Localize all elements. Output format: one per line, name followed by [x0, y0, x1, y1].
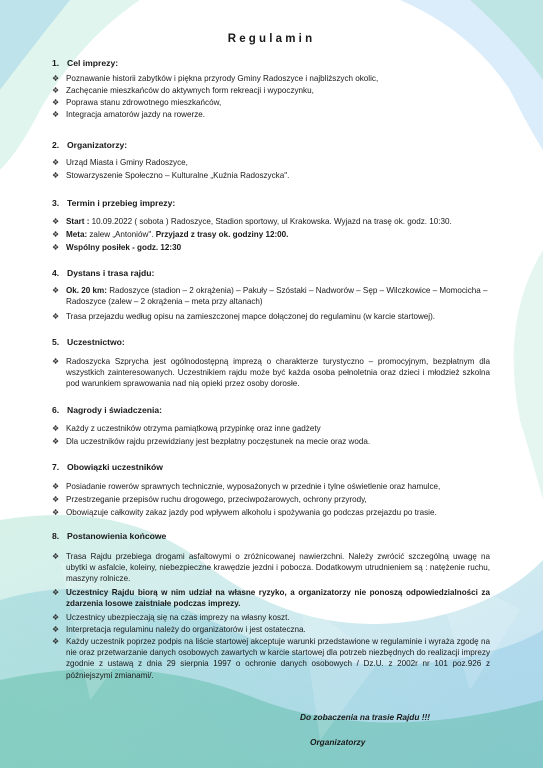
diamond-bullet-icon: ❖: [52, 424, 60, 433]
list-item: ❖ Przestrzeganie przepisów ruchu drogowego, przeciwpożarowych, ochrony przyrody,: [52, 495, 367, 504]
list-item: ❖ Integracja amatorów jazdy na rowerze.: [52, 110, 206, 119]
diamond-bullet-icon: ❖: [52, 508, 60, 517]
diamond-bullet-icon: ❖: [52, 613, 60, 622]
list-item: ❖ Trasa Rajdu przebiega drogami asfaltowymi o zróżnicowanej nawierzchni. Należy zwrócić szczególną uwagę na ubytki w asfalcie, koleiny, niebezpieczne krawędzie jezdni i pobocza. Dodatkowym utrudnieniem są : natężenie ruchu, maszyny rolnicze.: [52, 552, 490, 584]
section-heading-organizers: 2. Organizatorzy:: [52, 140, 128, 150]
section-heading-awards: 6. Nagrody i świadczenia:: [52, 405, 163, 415]
diamond-bullet-icon: ❖: [52, 243, 60, 252]
diamond-bullet-icon: ❖: [52, 158, 60, 167]
list-item: ❖ Poznawanie historii zabytków i piękna przyrody Gminy Radoszyce i najbliższych okolic,: [52, 74, 379, 83]
section-heading-goal: 1. Cel imprezy:: [52, 58, 119, 68]
list-item: ❖ Urząd Miasta i Gminy Radoszyce,: [52, 158, 188, 167]
list-item: ❖ Posiadanie rowerów sprawnych technicznie, wyposażonych w przednie i tylne oświetlenie oraz hamulce,: [52, 482, 441, 491]
section-heading-route: 4. Dystans i trasa rajdu:: [52, 268, 155, 278]
list-item: ❖ Obowiązuje całkowity zakaz jazdy pod wpływem alkoholu i spożywania go podczas przejazdu po trasie.: [52, 508, 437, 517]
diamond-bullet-icon: ❖: [52, 217, 60, 226]
diamond-bullet-icon: ❖: [52, 98, 60, 107]
list-item: ❖ Zachęcanie mieszkańców do aktywnych form rekreacji i wypoczynku,: [52, 86, 314, 95]
list-item: ❖ Wspólny posiłek - godz. 12:30: [52, 243, 182, 252]
diamond-bullet-icon: ❖: [52, 482, 60, 491]
list-item: ❖ Każdy uczestnik poprzez podpis na liście startowej akceptuje warunki przedstawione w regulaminie i wyraża zgodę na nie oraz przetwarzanie danych osobowych zawartych w karcie startowej dla potrzeb niezbędnych do realizacji imprezy zgodnie z ustawą z dnia 29 sierpnia 1997 o ochronie danych osobowych / Dz.U. z 2002r nr 101 poz.926 z późniejszymi zmianami/.: [52, 637, 490, 680]
diamond-bullet-icon: ❖: [52, 110, 60, 119]
diamond-bullet-icon: ❖: [52, 312, 60, 321]
diamond-bullet-icon: ❖: [52, 437, 60, 446]
list-item: ❖ Meta: zalew „Antoniów". Przyjazd z trasy ok. godziny 12:00.: [52, 230, 289, 239]
list-item: ❖ Dla uczestników rajdu przewidziany jest bezpłatny poczęstunek na mecie oraz woda.: [52, 437, 371, 446]
list-item: ❖ Start : 10.09.2022 ( sobota ) Radoszyce, Stadion sportowy, ul Krakowska. Wyjazd na trasę ok. godz. 10:30.: [52, 217, 452, 226]
diamond-bullet-icon: ❖: [52, 588, 60, 597]
document-title: Regulamin: [227, 33, 316, 45]
list-item: ❖ Uczestnicy Rajdu biorą w nim udział na własne ryzyko, a organizatorzy nie ponoszą odpowiedzialności za zdarzenia losowe zaistniałe podczas imprezy.: [52, 588, 490, 609]
list-item: ❖ Każdy z uczestników otrzyma pamiątkową przypinkę oraz inne gadżety: [52, 424, 321, 433]
list-item: ❖ Trasa przejazdu według opisu na zamieszczonej mapce dołączonej do regulaminu (w karcie startowej).: [52, 312, 436, 321]
closing-signature: Organizatorzy: [310, 737, 366, 747]
diamond-bullet-icon: ❖: [52, 625, 60, 634]
closing-greeting: Do zobaczenia na trasie Rajdu !!!: [300, 712, 431, 722]
diamond-bullet-icon: ❖: [52, 495, 60, 504]
section-heading-schedule: 3. Termin i przebieg imprezy:: [52, 198, 176, 208]
diamond-bullet-icon: ❖: [52, 357, 60, 366]
list-item: ❖ Poprawa stanu zdrowotnego mieszkańców,: [52, 98, 222, 107]
diamond-bullet-icon: ❖: [52, 637, 60, 646]
diamond-bullet-icon: ❖: [52, 552, 60, 561]
list-item: ❖ Stowarzyszenie Społeczno – Kulturalne „Kuźnia Radoszycka".: [52, 171, 290, 180]
diamond-bullet-icon: ❖: [52, 286, 60, 295]
list-item: ❖ Ok. 20 km: Radoszyce (stadion – 2 okrążenia) – Pakuły – Szóstaki – Nadworów – Sęp – Wilczkowice – Momocicha – Radoszyce (zalew – 2 okrążenia – meta przy altanach): [52, 286, 488, 307]
diamond-bullet-icon: ❖: [52, 230, 60, 239]
list-item: ❖ Radoszycka Szprycha jest ogólnodostępną imprezą o charakterze turystyczno – promocyjnym, bezpłatnym dla wszystkich zainteresowanych. Uczestnikiem rajdu może być każda osoba pełnoletnia oraz dzieci i młodzież szkolna pod warunkiem sprawowania nad nią opieki przez osoby dorosłe.: [52, 357, 490, 389]
diamond-bullet-icon: ❖: [52, 74, 60, 83]
diamond-bullet-icon: ❖: [52, 171, 60, 180]
section-heading-final-provisions: 8. Postanowienia końcowe: [52, 531, 167, 541]
section-heading-participation: 5. Uczestnictwo:: [52, 337, 125, 347]
list-item: ❖ Uczestnicy ubezpieczają się na czas imprezy na własny koszt.: [52, 613, 290, 622]
section-heading-duties: 7. Obowiązki uczestników: [52, 462, 163, 472]
list-item: ❖ Interpretacja regulaminu należy do organizatorów i jest ostateczna.: [52, 625, 306, 634]
diamond-bullet-icon: ❖: [52, 86, 60, 95]
